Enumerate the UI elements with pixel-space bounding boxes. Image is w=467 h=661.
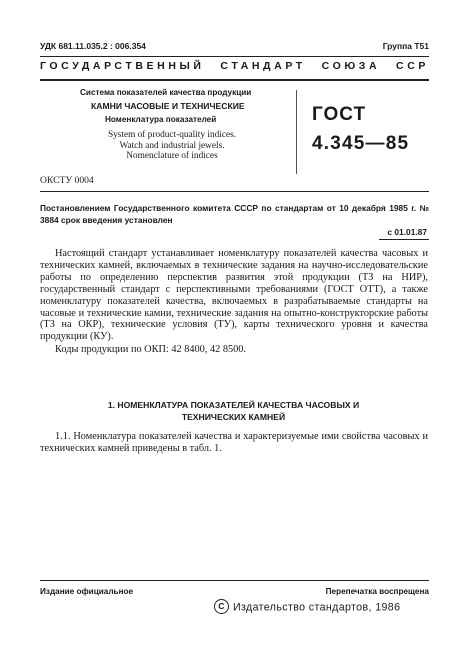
product-codes: Коды продукции по ОКП: 42 8400, 42 8500. xyxy=(55,344,247,356)
subtitle: Номенклатура показателей xyxy=(105,115,217,124)
gost-number: 4.345—85 xyxy=(312,133,410,154)
effective-date: с 01.01.87 xyxy=(387,227,427,237)
top-rule-2 xyxy=(40,79,429,81)
section-title xyxy=(70,400,397,423)
effective-date-rule xyxy=(379,239,429,240)
body-text xyxy=(40,248,428,356)
english-title xyxy=(92,130,252,162)
top-rule xyxy=(40,56,429,57)
gost-label: ГОСТ xyxy=(312,104,367,125)
publisher-text: Издательство стандартов, 1986 xyxy=(233,601,401,614)
title-divider xyxy=(296,90,297,174)
middle-rule xyxy=(40,191,429,192)
official-edition: Издание официальное xyxy=(40,587,134,596)
paragraph-1-1: 1.1. Номенклатура показателей качества и характеризуемые ими свойства часовых и технических камней приведены в табл. 1. xyxy=(40,431,428,454)
group-code: Группа Т51 xyxy=(382,41,429,51)
english-line: System of product-quality indices. xyxy=(107,130,237,140)
footer-rule xyxy=(40,580,429,581)
reprint-notice: Перепечатка воспрещена xyxy=(325,587,429,596)
udk-code: УДК 681.11.035.2 : 006.354 xyxy=(40,41,146,51)
standard-title: ГОСУДАРСТВЕННЫЙ СТАНДАРТ СОЮЗА ССР xyxy=(40,60,429,72)
resolution-text: Постановлением Государственного комитета СССР по стандартам от 10 декабря 1985 г. № 3884 срок введения установлен xyxy=(40,203,429,225)
copyright-icon: C xyxy=(214,599,229,614)
copyright-line xyxy=(214,601,400,614)
section-title-line: 1. НОМЕНКЛАТУРА ПОКАЗАТЕЛЕЙ КАЧЕСТВА ЧАСОВЫХ И xyxy=(107,400,360,410)
section-title-line: ТЕХНИЧЕСКИХ КАМНЕЙ xyxy=(181,411,286,422)
main-title: КАМНИ ЧАСОВЫЕ И ТЕХНИЧЕСКИЕ xyxy=(91,101,245,111)
intro-paragraph: Настоящий стандарт устанавливает номенклатуру показателей качества часовых и технических камней, включаемых в технические задания на научно-исследовательские работы по определению перспектив развития этой продукции (ТЗ на НИР), государственный стандарт с перспективными требованиями (ГОСТ ОТТ), а также номенклатуру показателей качества, включаемых в разрабатываемые стандарты на часовые и технические камни, технические задания на опытно-конструкторские работы (ТЗ на ОКР), технические условия (ТУ), карты технического уровня и качества продукции (КУ). xyxy=(40,248,428,343)
english-line: Watch and industrial jewels. xyxy=(119,140,225,151)
okstu-code: ОКСТУ 0004 xyxy=(40,175,94,186)
system-line: Система показателей качества продукции xyxy=(80,88,252,97)
english-line: Nomenclature of indices xyxy=(126,151,218,161)
